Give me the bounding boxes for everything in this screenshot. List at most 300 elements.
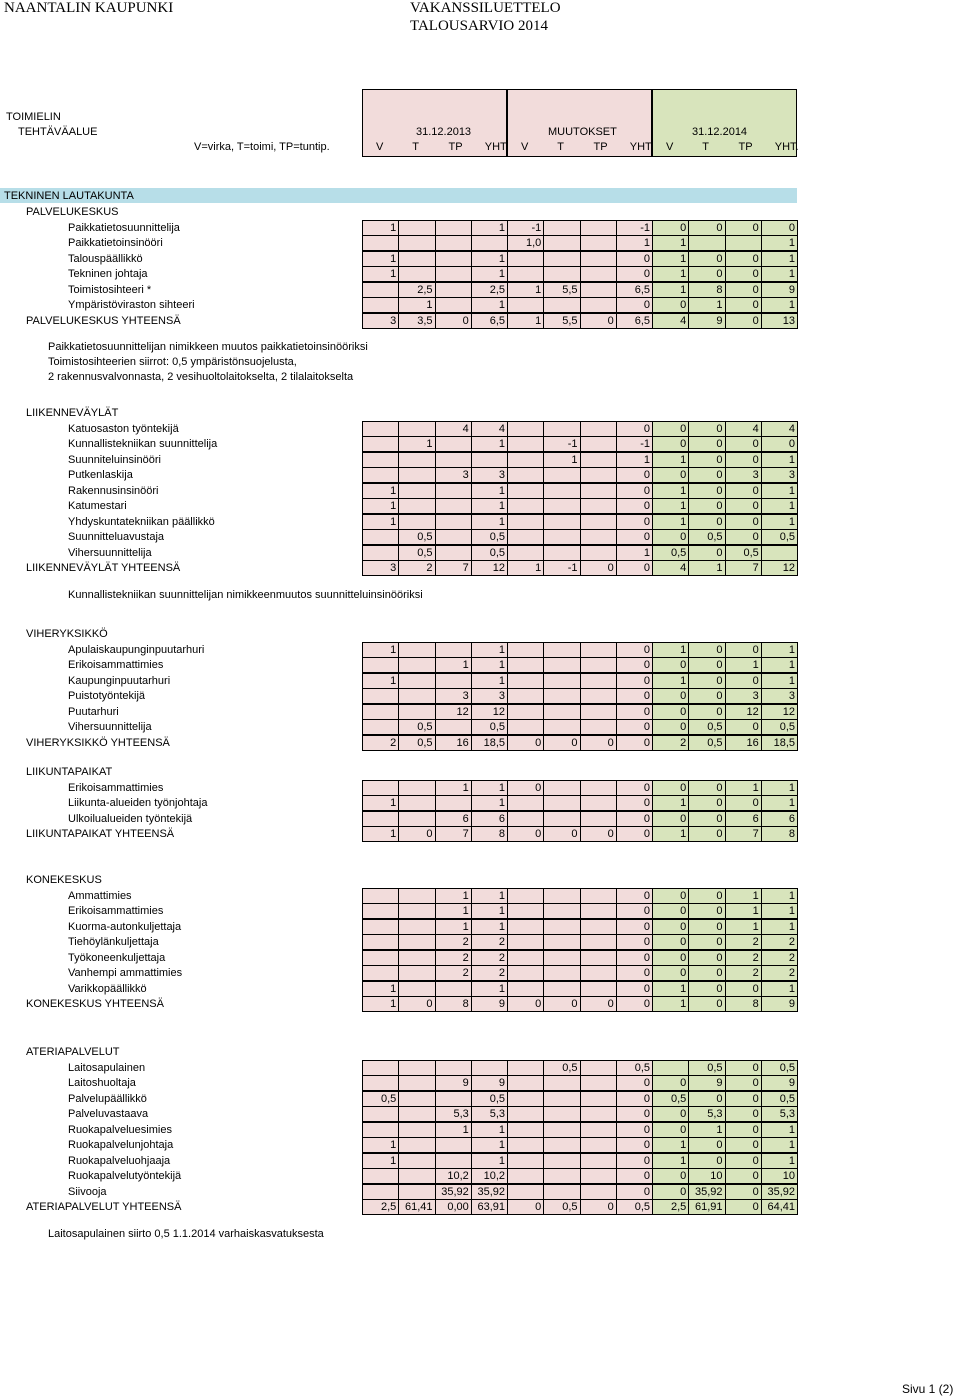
value: 0,5 — [417, 531, 433, 543]
value-cell — [507, 1091, 544, 1107]
value: 1 — [680, 797, 687, 809]
value: 1 — [535, 562, 542, 574]
value: -1 — [640, 221, 650, 234]
value-cell — [507, 498, 544, 514]
value: 1 — [498, 643, 505, 656]
value-cell — [543, 888, 580, 904]
value: 1 — [462, 781, 469, 794]
row-label: Ruokapalveluesimies — [68, 1123, 172, 1136]
value: 0 — [607, 736, 614, 749]
value: 16 — [456, 736, 469, 749]
section-title: LIIKENNEVÄYLÄT — [26, 407, 119, 419]
value-cell — [543, 965, 580, 981]
value-cell — [543, 1153, 580, 1169]
value: 9 — [716, 1077, 723, 1089]
value: 0 — [752, 1108, 759, 1120]
value: 3 — [788, 469, 795, 481]
value: 12 — [492, 705, 505, 718]
doc-title: VAKANSSILUETTELO — [410, 0, 561, 16]
value: 0 — [680, 1077, 687, 1089]
value: 0 — [716, 469, 723, 481]
value: 61,91 — [694, 1201, 723, 1213]
value: 18,5 — [483, 736, 505, 749]
value-cell — [398, 251, 435, 267]
value: 0 — [752, 1154, 759, 1167]
value: 1 — [498, 299, 505, 311]
value-cell — [507, 297, 544, 313]
doc-subtitle: TALOUSARVIO 2014 — [410, 18, 549, 34]
value: 0 — [643, 299, 650, 311]
value: 1 — [788, 905, 795, 917]
value: 1 — [426, 438, 433, 450]
value: 1 — [716, 1123, 723, 1136]
value: 0 — [752, 283, 759, 296]
row-label: Ammattimies — [68, 889, 132, 902]
value: 1 — [498, 500, 505, 512]
value: 0 — [716, 674, 723, 687]
value: 0 — [752, 1077, 759, 1089]
value: 0 — [752, 1201, 759, 1213]
col-sub-v: V — [376, 141, 384, 153]
value: 0 — [643, 781, 650, 794]
value: 1 — [390, 1154, 397, 1167]
row-label: Rakennusinsinööri — [68, 484, 159, 497]
value: 2 — [498, 936, 505, 948]
value: 1 — [680, 252, 687, 265]
value: 0,5 — [417, 736, 433, 749]
value: 1 — [752, 889, 759, 902]
value: 4 — [752, 422, 759, 435]
value: 0 — [643, 797, 650, 809]
value: 1 — [390, 252, 397, 265]
value: 1 — [643, 546, 650, 559]
value-cell — [543, 266, 580, 282]
col-label-toimielin: TOIMIELIN — [6, 111, 61, 123]
value: 2 — [390, 736, 397, 749]
value: 1 — [680, 500, 687, 512]
value-cell — [688, 235, 725, 251]
value: 3 — [390, 562, 397, 574]
value: 6,5 — [489, 314, 505, 327]
value: 0 — [643, 812, 650, 825]
value-cell — [543, 795, 580, 811]
value: 2 — [498, 967, 505, 979]
value: 1 — [498, 221, 505, 234]
row-label: Puistotyöntekijä — [68, 690, 146, 702]
value-cell — [362, 1060, 399, 1076]
value: 0 — [752, 1185, 759, 1198]
value-cell — [761, 545, 798, 561]
section-note: Paikkatietosuunnittelijan nimikkeen muutos paikkatietoinsinööriksi — [48, 341, 368, 353]
value-cell — [543, 704, 580, 720]
value-cell — [362, 421, 399, 437]
value: 35,92 — [694, 1185, 723, 1198]
value: 1 — [498, 889, 505, 902]
value: 1 — [788, 1154, 795, 1167]
value: 64,41 — [767, 1201, 795, 1213]
value-cell — [507, 421, 544, 437]
row-label: Putkenlaskija — [68, 469, 133, 481]
row-label: Ruokapalvelutyöntekijä — [68, 1170, 182, 1182]
value-cell — [507, 719, 544, 735]
value-cell — [507, 673, 544, 689]
value: 6,5 — [634, 283, 650, 296]
value: 0 — [680, 469, 687, 481]
value: 63,91 — [477, 1201, 505, 1213]
value: 3 — [462, 690, 469, 702]
value: 0 — [643, 1077, 650, 1089]
value: 1 — [390, 982, 397, 995]
value: 0 — [643, 721, 650, 733]
value: 0,5 — [670, 1092, 687, 1105]
value: 1 — [498, 781, 505, 794]
value: 0 — [426, 828, 433, 840]
value: 7 — [462, 828, 469, 840]
value: 5,5 — [562, 314, 578, 327]
value-cell — [543, 919, 580, 935]
value: 1 — [680, 982, 687, 995]
value-cell — [543, 1184, 580, 1200]
value-cell — [543, 220, 580, 236]
value-cell — [507, 1153, 544, 1169]
value: 3 — [390, 314, 397, 327]
value: 3 — [498, 469, 505, 481]
value: 1 — [788, 500, 795, 512]
value: 35,92 — [441, 1185, 469, 1198]
row-label: Tekninen johtaja — [68, 268, 148, 280]
value: 0 — [716, 515, 723, 528]
value: 1 — [788, 515, 795, 528]
value: 0 — [643, 252, 650, 265]
value: 0 — [607, 314, 614, 327]
value: 7 — [752, 828, 759, 840]
value: 0,5 — [707, 531, 723, 543]
value: 0 — [680, 299, 687, 311]
value: 0 — [535, 998, 542, 1010]
value: 1 — [788, 252, 795, 265]
value: 0 — [643, 268, 650, 280]
value: 1 — [390, 828, 397, 840]
value: 0,5 — [380, 1092, 397, 1105]
value: 0,5 — [670, 546, 687, 559]
value-cell — [543, 934, 580, 950]
value: 0 — [752, 674, 759, 687]
value-cell — [507, 704, 544, 720]
value-cell — [362, 467, 399, 483]
value: 0 — [535, 1201, 542, 1213]
value: 0,5 — [489, 721, 505, 733]
row-label: Suunnitteluavustaja — [68, 531, 165, 543]
value: 0 — [716, 705, 723, 718]
value: 0 — [752, 531, 759, 543]
value: 0 — [643, 982, 650, 995]
value: 1 — [680, 643, 687, 656]
row-label: Ruokapalveluohjaaja — [68, 1154, 171, 1167]
value: 61,41 — [404, 1201, 433, 1213]
value: 0 — [716, 905, 723, 917]
value: 0 — [643, 920, 650, 933]
section-total-label: LIIKENNEVÄYLÄT YHTEENSÄ — [26, 562, 181, 574]
value: 1 — [498, 484, 505, 497]
col-sub-yht: YHT. — [774, 141, 799, 153]
value: 0,5 — [634, 1201, 650, 1213]
value-cell — [362, 811, 399, 827]
value: 1 — [752, 920, 759, 933]
value: 1 — [390, 484, 397, 497]
value: 0 — [752, 453, 759, 466]
value-cell — [507, 919, 544, 935]
value-cell — [543, 673, 580, 689]
value: 0 — [716, 1092, 723, 1105]
value-cell — [507, 811, 544, 827]
value: 1 — [788, 920, 795, 933]
value-cell — [507, 950, 544, 966]
value-cell — [507, 965, 544, 981]
value-cell — [398, 795, 435, 811]
value: 0,5 — [779, 721, 795, 733]
value: 3 — [752, 469, 759, 481]
value: 0 — [716, 781, 723, 794]
value: 1 — [390, 500, 397, 512]
value-cell — [362, 657, 399, 673]
row-label: Talouspäällikkö — [68, 252, 143, 265]
value-cell — [507, 903, 544, 919]
value: 0,5 — [562, 1061, 578, 1074]
value: 35,92 — [477, 1185, 505, 1198]
value: 10,2 — [447, 1170, 469, 1182]
value: 6 — [462, 812, 469, 825]
row-label: Kuorma-autonkuljettaja — [68, 920, 182, 933]
value: 0 — [643, 1139, 650, 1151]
value: 1 — [752, 905, 759, 917]
value: 0 — [752, 252, 759, 265]
value: 0 — [607, 562, 614, 574]
value: 0 — [535, 736, 542, 749]
value: 0 — [716, 920, 723, 933]
value: 0 — [643, 469, 650, 481]
value-cell — [507, 642, 544, 658]
value: 1 — [788, 268, 795, 280]
value: 0 — [752, 982, 759, 995]
value-cell — [507, 934, 544, 950]
row-label: Varikkopäällikkö — [68, 982, 147, 995]
value-cell — [507, 251, 544, 267]
value: 0 — [716, 812, 723, 825]
value: 9 — [788, 283, 795, 296]
value: 0 — [643, 422, 650, 435]
value: 1 — [535, 314, 542, 327]
value: 12 — [746, 705, 759, 718]
value: 0 — [426, 998, 433, 1010]
value-cell — [507, 981, 544, 997]
row-label: Paikkatietoinsinööri — [68, 237, 163, 249]
col-sub-yht: YHT. — [629, 141, 654, 153]
value: 3 — [462, 469, 469, 481]
value-cell — [543, 642, 580, 658]
value-cell — [543, 1122, 580, 1138]
value-cell — [543, 981, 580, 997]
value: 1 — [390, 797, 397, 809]
row-label: Kaupunginpuutarhuri — [68, 674, 171, 687]
value-cell — [398, 266, 435, 282]
value: 9 — [716, 314, 723, 327]
value: 0 — [535, 828, 542, 840]
value: 0 — [716, 484, 723, 497]
value: 0 — [716, 982, 723, 995]
row-label: Puutarhuri — [68, 705, 119, 718]
value: 0 — [680, 1108, 687, 1120]
row-label: Katumestari — [68, 500, 127, 512]
value: 1 — [680, 828, 687, 840]
org-name: NAANTALIN KAUPUNKI — [4, 0, 174, 16]
col-sub-v: V — [521, 141, 529, 153]
col-sub-tp: TP — [738, 141, 753, 153]
value: 0 — [680, 936, 687, 948]
value: 0,5 — [707, 721, 723, 733]
value: 3 — [752, 690, 759, 702]
value: 1 — [535, 283, 542, 296]
row-label: Erikoisammattimies — [68, 905, 164, 917]
value: 9 — [498, 1077, 505, 1089]
section-total-label: VIHERYKSIKKÖ YHTEENSÄ — [26, 736, 170, 749]
value-cell — [362, 888, 399, 904]
value: 7 — [462, 562, 469, 574]
value-cell — [435, 235, 472, 251]
value: 0 — [643, 674, 650, 687]
col-sub-yht: YHT. — [484, 141, 509, 153]
value: 1 — [788, 982, 795, 995]
value-cell — [362, 1106, 399, 1122]
col-group-changes: MUUTOKSET — [548, 126, 617, 138]
row-label: Apulaiskaupunginpuutarhuri — [68, 643, 205, 656]
value: 0 — [607, 998, 614, 1010]
row-label: Suunniteluinsinööri — [68, 453, 161, 466]
value-cell — [362, 950, 399, 966]
value: 1 — [680, 998, 687, 1010]
value: 0,5 — [489, 531, 505, 543]
value: 0,5 — [779, 531, 795, 543]
value: 1 — [498, 268, 505, 280]
value-cell — [398, 452, 435, 468]
value-cell — [362, 704, 399, 720]
value-cell — [398, 1060, 435, 1076]
value: 0 — [680, 438, 687, 450]
value: 0 — [788, 221, 795, 234]
col-group-2013: 31.12.2013 — [416, 126, 472, 138]
row-label: Vihersuunnittelija — [68, 721, 152, 733]
value: 0 — [643, 643, 650, 656]
value-cell — [362, 452, 399, 468]
value: 0 — [680, 905, 687, 917]
col-sub-v: V — [666, 141, 674, 153]
value-cell — [471, 452, 508, 468]
section-title: PALVELUKESKUS — [26, 206, 119, 218]
value-cell — [398, 1091, 435, 1107]
value: 2 — [788, 951, 795, 964]
value: 1 — [390, 1139, 397, 1151]
value-cell — [398, 220, 435, 236]
value: 0 — [643, 562, 650, 574]
value: 0 — [643, 1092, 650, 1105]
value: 1 — [571, 453, 578, 466]
value: 0 — [680, 1123, 687, 1136]
value: 10 — [710, 1170, 723, 1182]
value: 0 — [716, 438, 723, 450]
value: 0 — [643, 515, 650, 528]
value: 12 — [492, 562, 505, 574]
value: 2 — [462, 936, 469, 948]
value: 1 — [498, 674, 505, 687]
value-cell — [543, 811, 580, 827]
value: 0 — [716, 967, 723, 979]
value: 10,2 — [483, 1170, 505, 1182]
value: 1 — [426, 299, 433, 311]
value: 0,5 — [634, 1061, 650, 1074]
value: 0 — [643, 500, 650, 512]
value: 0 — [752, 314, 759, 327]
value-cell — [362, 1122, 399, 1138]
value: 0 — [643, 1108, 650, 1120]
value: 0,5 — [417, 546, 433, 559]
value-cell — [362, 965, 399, 981]
row-label: Ympäristöviraston sihteeri — [68, 299, 195, 311]
value-cell — [507, 467, 544, 483]
value: 1 — [788, 484, 795, 497]
row-label: Vihersuunnittelija — [68, 546, 152, 559]
value: 0 — [643, 531, 650, 543]
row-label: Työkoneenkuljettaja — [68, 951, 166, 964]
value: 35,92 — [767, 1185, 795, 1198]
value: 1 — [498, 797, 505, 809]
value: 1 — [462, 920, 469, 933]
value: 6 — [498, 812, 505, 825]
value: 9 — [788, 998, 795, 1010]
value: 2 — [752, 936, 759, 948]
value: 5,3 — [779, 1108, 795, 1120]
value-cell — [507, 266, 544, 282]
section-title: LIIKUNTAPAIKAT — [26, 766, 113, 778]
value: 1 — [498, 252, 505, 265]
value: 2 — [788, 967, 795, 979]
value: 2,5 — [417, 283, 433, 296]
value: 12 — [456, 705, 469, 718]
value: 0 — [716, 252, 723, 265]
row-label: Erikoisammattimies — [68, 781, 164, 794]
value: -1 — [567, 438, 578, 450]
value: 1 — [643, 453, 650, 466]
section-total-label: KONEKESKUS YHTEENSÄ — [26, 998, 164, 1010]
section-title: ATERIAPALVELUT — [26, 1046, 120, 1058]
row-label: Toimistosihteeri * — [68, 283, 152, 296]
value: 0 — [716, 546, 723, 559]
value: 0 — [752, 500, 759, 512]
value: 3,5 — [417, 314, 433, 327]
value: 0 — [752, 1123, 759, 1136]
value: 0 — [571, 736, 578, 749]
value: 13 — [782, 314, 795, 327]
value: 0 — [716, 500, 723, 512]
value: 0 — [607, 1201, 614, 1213]
value-cell — [543, 719, 580, 735]
value: 0,5 — [489, 1092, 505, 1105]
value-cell — [362, 688, 399, 704]
value: 0 — [752, 721, 759, 733]
value: 0 — [535, 781, 542, 794]
value: 1 — [788, 674, 795, 687]
row-label: Laitosapulainen — [68, 1061, 146, 1074]
value: 12 — [782, 562, 795, 574]
value: 8 — [788, 828, 795, 840]
